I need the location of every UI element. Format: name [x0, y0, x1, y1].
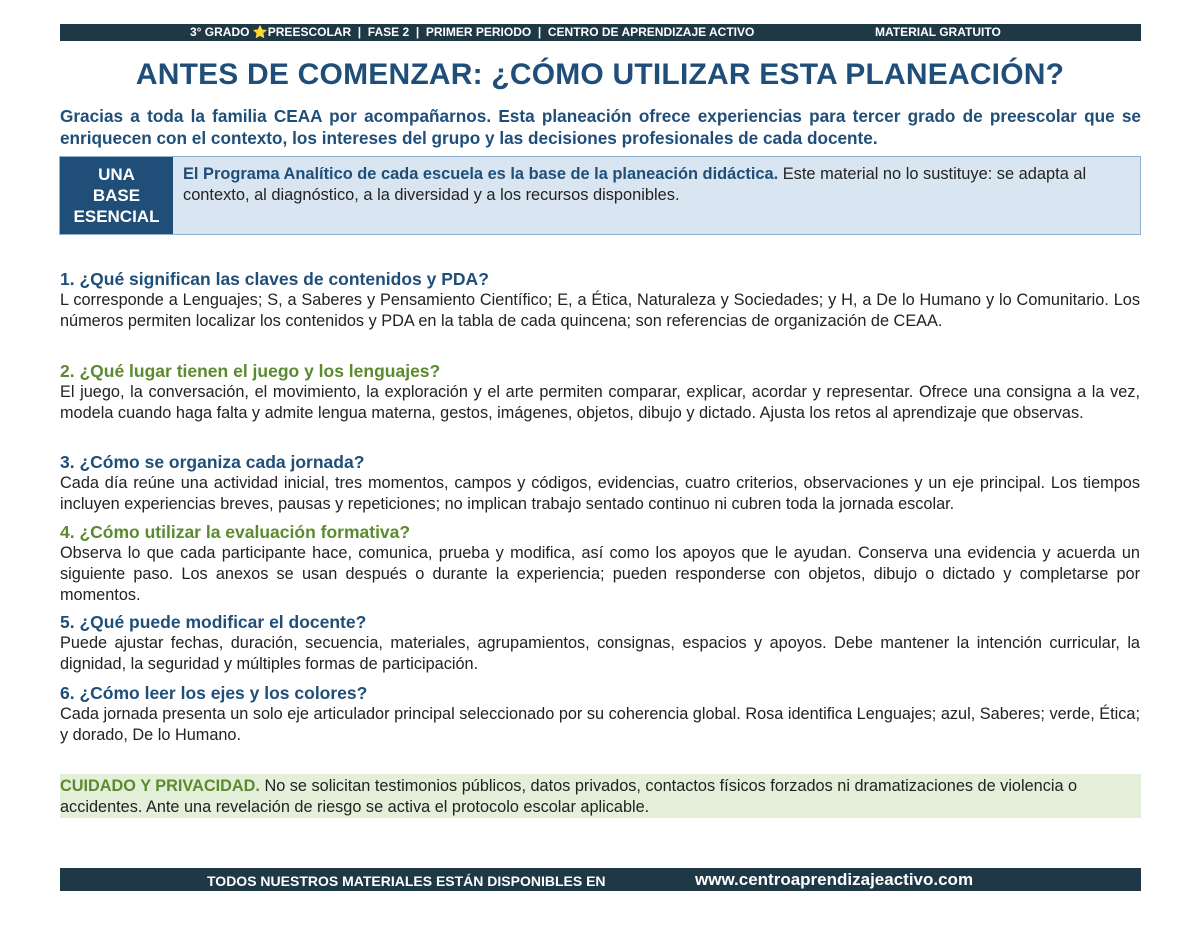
faq-item [60, 682, 1140, 746]
base-box-text [183, 164, 1128, 206]
footer-bar [60, 868, 1141, 891]
faq-item [60, 611, 1140, 675]
tag-line-3: ESENCIAL [73, 207, 160, 226]
faq-question: 5. ¿Qué puede modificar el docente? [60, 612, 367, 632]
faq-item [60, 451, 1140, 515]
footer-url-link[interactable]: www.centroaprendizajeactivo.com [695, 870, 974, 889]
intro-text: Gracias a toda la familia CEAA por acompañarnos. Esta planeación ofrece experiencias para tercer grado de preescolar que se enriquecen con el contexto, los intereses del grupo y las decisiones profesionales de cada docente. [60, 106, 1141, 148]
tag-line-2: BASE [92, 186, 141, 205]
faq-answer: Puede ajustar fechas, duración, secuencia, materiales, agrupamientos, consignas, espacios y apoyos. Debe mantener la intención curricular, la dignidad, la seguridad y múltiples formas de participación. [60, 634, 1140, 673]
header-left-text [190, 25, 754, 39]
faq-question: 1. ¿Qué significan las claves de contenidos y PDA? [60, 269, 489, 289]
header-grade: 3° GRADO [190, 25, 253, 39]
base-box-tag [60, 157, 173, 234]
faq-question: 4. ¿Cómo utilizar la evaluación formativa? [60, 522, 411, 542]
faq-answer: L corresponde a Lenguajes; S, a Saberes y Pensamiento Científico; E, a Ética, Naturaleza y Sociedades; y H, a De lo Humano y lo Comunitario. Los números permiten localizar los contenidos y PDA en la tabla de cada quincena; son referencias de organización de CEAA. [60, 291, 1140, 330]
privacy-label: CUIDADO Y PRIVACIDAD. [60, 777, 260, 795]
header-bar [60, 24, 1141, 41]
base-box [59, 156, 1141, 235]
privacy-text: No se solicitan testimonios públicos, datos privados, contactos físicos forzados ni dramatizaciones de violencia o accidentes. Ante una revelación de riesgo se activa el protocolo escolar aplicable. [60, 777, 1078, 816]
privacy-note [60, 774, 1141, 818]
faq-answer: Observa lo que cada participante hace, comunica, prueba y modifica, así como los apoyos que le ayudan. Conserva una evidencia y acuerda un siguiente paso. Los anexos se usan después o durante la experiencia; pueden responderse con objetos, dibujo o dictado y completarse por momentos. [60, 544, 1140, 604]
faq-answer: El juego, la conversación, el movimiento, la exploración y el arte permiten comparar, explicar, acordar y representar. Ofrece una consigna a la vez, modela cuando haga falta y admite lengua materna, gestos, imágenes, objetos, dibujo y dictado. Ajusta los retos al aprendizaje que observas. [60, 383, 1140, 422]
faq-answer: Cada día reúne una actividad inicial, tres momentos, campos y códigos, evidencias, cuatro criterios, observaciones y un eje principal. Los tiempos incluyen experiencias breves, pausas y repeticiones; no implican trabajo sentado continuo ni cubren toda la jornada escolar. [60, 474, 1140, 513]
faq-question: 3. ¿Cómo se organiza cada jornada? [60, 452, 365, 472]
faq-item [60, 360, 1140, 424]
page-title: ANTES DE COMENZAR: ¿CÓMO UTILIZAR ESTA PLANEACIÓN? [135, 58, 1065, 91]
header-free-material: MATERIAL GRATUITO [875, 25, 1001, 39]
header-details: PREESCOLAR | FASE 2 | PRIMER PERIODO | CENTRO DE APRENDIZAJE ACTIVO [267, 25, 755, 39]
star-icon: ⭐ [252, 25, 268, 39]
faq-question: 2. ¿Qué lugar tienen el juego y los lenguajes? [60, 361, 441, 381]
faq-item [60, 521, 1140, 606]
tag-line-1: UNA [98, 165, 135, 184]
base-box-body: Este material no lo sustituye: se adapta al contexto, al diagnóstico, a la diversidad y a los recursos disponibles. [183, 165, 1087, 204]
faq-item [60, 268, 1140, 332]
footer-text: TODOS NUESTROS MATERIALES ESTÁN DISPONIBLES EN [207, 873, 606, 889]
base-box-bold: El Programa Analítico de cada escuela es la base de la planeación didáctica. [183, 165, 779, 183]
faq-answer: Cada jornada presenta un solo eje articulador principal seleccionado por su coherencia global. Rosa identifica Lenguajes; azul, Saberes; verde, Ética; y dorado, De lo Humano. [60, 705, 1140, 744]
faq-question: 6. ¿Cómo leer los ejes y los colores? [60, 683, 368, 703]
